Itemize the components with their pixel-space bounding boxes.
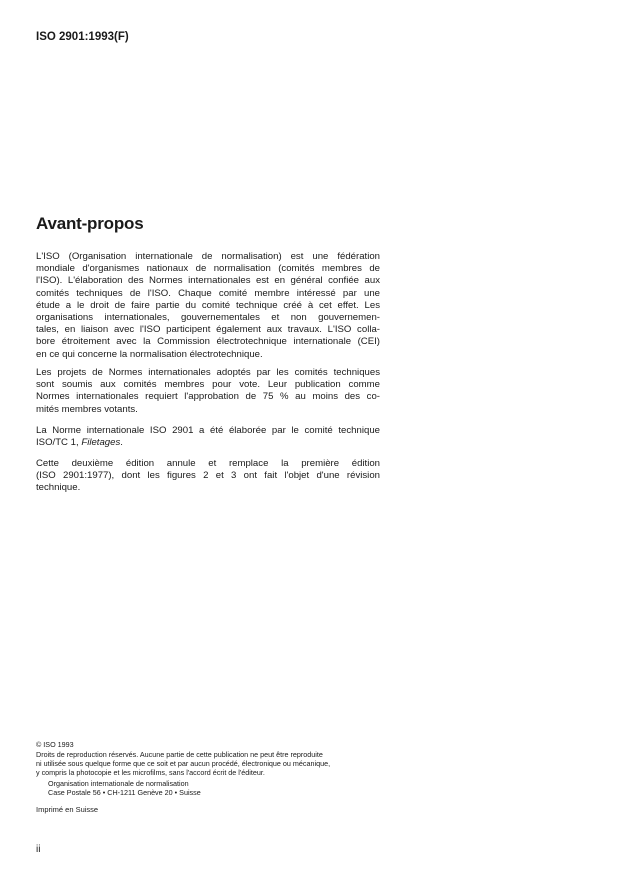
text-line: l'ISO). L'élaboration des Normes internationales est en général confiée aux xyxy=(36,275,380,287)
text-line: Les projets de Normes internationales adoptés par les comités techniques xyxy=(36,367,380,378)
text-line: (ISO 2901:1977), dont les figures 2 et 3 ont fait l'objet d'une révision xyxy=(36,470,380,482)
period: . xyxy=(120,437,123,449)
foreword-paragraph-2 xyxy=(36,367,380,416)
rights-line: Droits de reproduction réservés. Aucune partie de cette publication ne peut être reproduite xyxy=(36,750,323,760)
text-line xyxy=(36,437,380,449)
text-line: en ce qui concerne la normalisation électrotechnique. xyxy=(36,348,263,360)
text-line: bore étroitement avec la Commission électrotechnique internationale (CEI) xyxy=(36,336,380,348)
copyright-block xyxy=(36,740,380,814)
text-line: étude a le droit de faire partie du comité technique créé à cet effet. Les xyxy=(36,299,380,311)
publisher-address: Case Postale 56 • CH-1211 Genève 20 • Suisse xyxy=(48,788,201,798)
text-line: comités techniques de l'ISO. Chaque comité membre intéressé par une xyxy=(36,287,380,299)
text-line: Normes internationales requiert l'approbation de 75 % au moins des co- xyxy=(36,391,380,403)
rights-line: y compris la photocopie et les microfilms, sans l'accord écrit de l'éditeur. xyxy=(36,768,265,778)
text-line: mités membres votants. xyxy=(36,403,138,415)
text-line: L'ISO (Organisation internationale de normalisation) est une fédération xyxy=(36,251,380,262)
foreword-paragraph-4 xyxy=(36,458,380,495)
section-title: Avant-propos xyxy=(36,214,144,233)
foreword-paragraph-3 xyxy=(36,425,380,449)
committee-title: Filetages xyxy=(81,437,121,449)
foreword-paragraph-1 xyxy=(36,251,380,361)
copyright-notice: © ISO 1993 xyxy=(36,740,74,749)
document-id: ISO 2901:1993(F) xyxy=(36,31,129,43)
text-line: sont soumis aux comités membres pour vote. Leur publication comme xyxy=(36,379,380,391)
page-number: ii xyxy=(36,844,41,855)
printed-in: Imprimé en Suisse xyxy=(36,804,99,814)
text-line: technique. xyxy=(36,482,81,494)
publisher-info xyxy=(36,779,380,797)
rights-line: ni utilisée sous quelque forme que ce soit et par aucun procédé, électronique ou mécanique, xyxy=(36,759,331,769)
text-line: Cette deuxième édition annule et remplace la première édition xyxy=(36,458,380,469)
text-line: mondiale d'organismes nationaux de normalisation (comités membres de xyxy=(36,263,380,275)
text-line: La Norme internationale ISO 2901 a été élaborée par le comité technique xyxy=(36,425,380,436)
publisher-name: Organisation internationale de normalisation xyxy=(48,779,189,789)
committee-ref: ISO/TC 1, xyxy=(36,437,82,449)
text-line: tales, en liaison avec l'ISO participent également aux travaux. L'ISO colla- xyxy=(36,324,380,336)
text-line: organisations internationales, gouvernementales et non gouvernemen- xyxy=(36,312,380,324)
